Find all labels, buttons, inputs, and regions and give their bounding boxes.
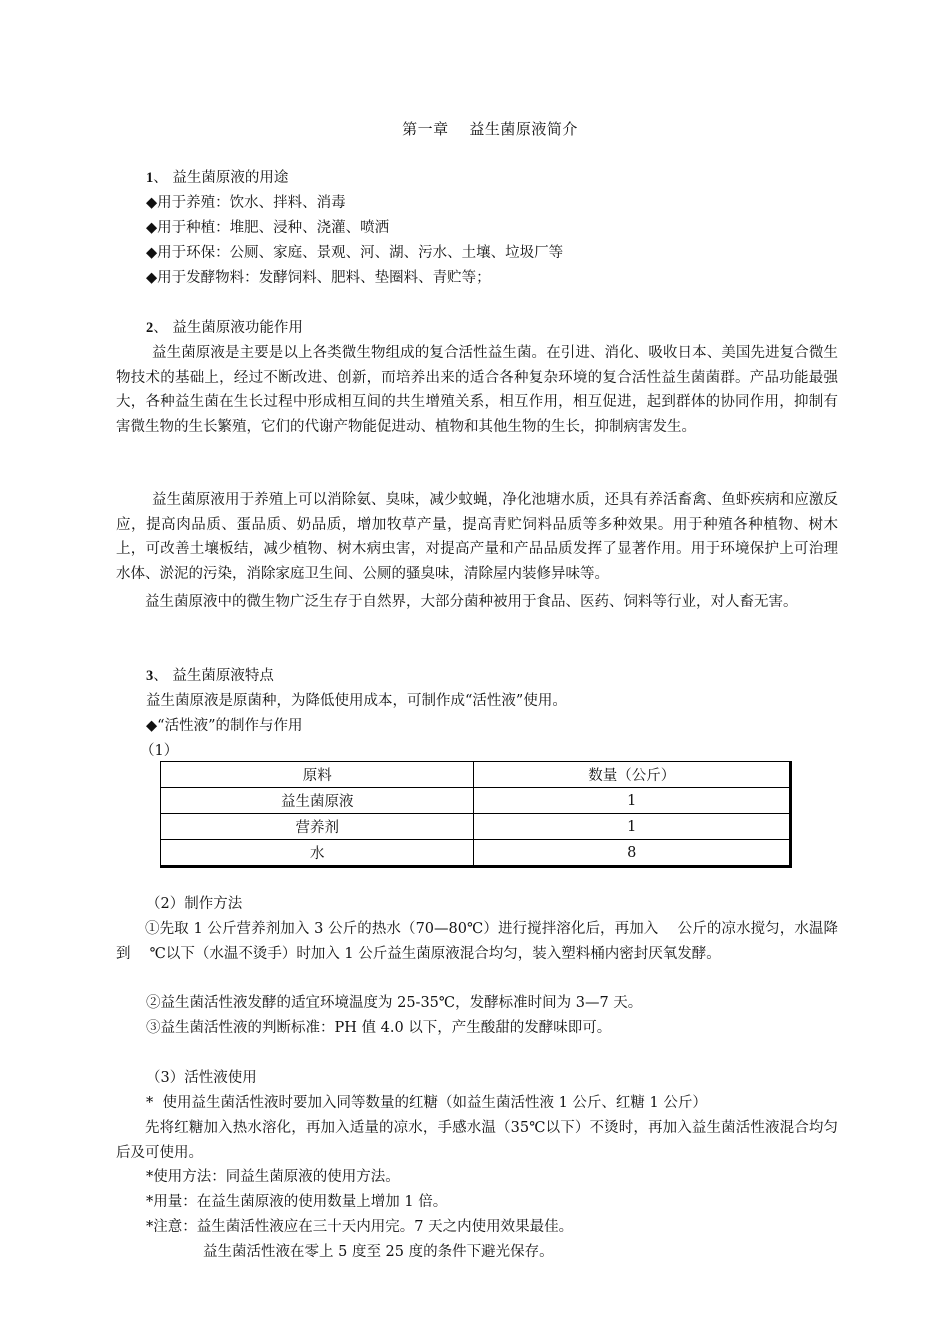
section-1-heading [146,166,288,190]
use-item-breeding: ◆用于养殖：饮水、拌料、消毒 [146,195,346,211]
table-cell-material: 水 [161,840,474,867]
method-step-3: ③益生菌活性液的判断标准：PH 值 4.0 以下，产生酸甜的发酵味即可。 [146,1020,612,1036]
table-header-material: 原料 [161,762,474,788]
section-3-heading [146,664,274,688]
materials-table [160,761,792,868]
features-intro: 益生菌原液是原菌种，为降低使用成本，可制作成“活性液”使用。 [146,693,567,709]
section-1-heading-text: 、 益生菌原液的用途 [153,170,289,186]
table-row [161,788,791,814]
table-cell-quantity: 1 [474,788,791,814]
part-1-label: （1） [140,743,179,759]
table-cell-quantity: 8 [474,840,791,867]
table-header-quantity: 数量（公斤） [474,762,791,788]
table-cell-quantity: 1 [474,814,791,840]
section-1-number: 1 [146,170,154,186]
function-paragraph-2: 益生菌原液用于养殖上可以消除氨、臭味，减少蚊蝇，净化池塘水质，还具有养活畜禽、鱼虾疾病和应激反应，提高肉品质、蛋品质、奶品质，增加牧草产量，提高青贮饲料品质等多种效果。用于种殖各种植物、树木上，可改善土壤板结，减少植物、树木病虫害，对提高产量和产品品质发挥了显著作用。用于环境保护上可治理水体、淤泥的污染，消除家庭卫生间、公厕的骚臭味，清除屋内装修异味等。 [116,492,838,582]
table-row [161,814,791,840]
section-2-heading-text: 、 益生菌原液功能作用 [153,320,303,336]
use-item-fermentation: ◆用于发酵物料：发酵饲料、肥料、垫圈料、青贮等； [146,270,491,286]
section-3-number: 3 [146,668,154,684]
section-3-heading-text: 、 益生菌原液特点 [153,668,274,684]
active-liquid-heading: ◆“活性液”的制作与作用 [146,718,303,734]
section-2-number: 2 [146,320,154,336]
method-step-2: ②益生菌活性液发酵的适宜环境温度为 25-35℃，发酵标准时间为 3—7 天。 [146,995,643,1011]
usage-storage: 益生菌活性液在零上 5 度至 25 度的条件下避光保存。 [203,1244,554,1260]
function-paragraph-1: 益生菌原液是主要是以上各类微生物组成的复合活性益生菌。在引进、消化、吸收日本、美国先进复合微生物技术的基础上，经过不断改进、创新，而培养出来的适合各种复杂环境的复合活性益生菌菌群。产品功能最强大，各种益生菌在生长过程中形成相互间的共生增殖关系，相互作用，相互促进，起到群体的协同作用，抑制有害微生物的生长繁殖，它们的代谢产物能促进动、植物和其他生物的生长，抑制病害发生。 [116,345,838,435]
part-2-label: （2）制作方法 [146,896,243,912]
chapter-title: 第一章 益生菌原液简介 [402,120,578,138]
function-paragraph-3: 益生菌原液中的微生物广泛生存于自然界，大部分菌种被用于食品、医药、饲料等行业，对人畜无害。 [145,594,798,610]
table-row [161,840,791,867]
use-item-environment: ◆用于环保：公厕、家庭、景观、河、湖、污水、土壤、垃圾厂等 [146,245,564,261]
usage-method: *使用方法：同益生菌原液的使用方法。 [146,1169,400,1185]
usage-note: * 使用益生菌活性液时要加入同等数量的红糖（如益生菌活性液 1 公斤、红糖 1 公斤） [146,1095,707,1111]
section-2-heading [146,316,303,340]
part-3-label: （3）活性液使用 [146,1070,257,1086]
use-item-planting: ◆用于种植：堆肥、浸种、浇灌、喷洒 [146,220,390,236]
table-cell-material: 营养剂 [161,814,474,840]
table-header-row [161,762,791,788]
method-step-1: ①先取 1 公斤营养剂加入 3 公斤的热水（70—80℃）进行搅拌溶化后，再加入 公斤的凉水搅匀，水温降到 ℃以下（水温不烫手）时加入 1 公斤益生菌原液混合均匀，装入塑料桶内密封厌氧发酵。 [116,921,838,962]
usage-dosage: *用量：在益生菌原液的使用数量上增加 1 倍。 [146,1194,448,1210]
usage-paragraph: 先将红糖加入热水溶化，再加入适量的凉水，手感水温（35℃以下）不烫时，再加入益生菌活性液混合均匀后及可使用。 [116,1120,838,1161]
table-cell-material: 益生菌原液 [161,788,474,814]
usage-caution: *注意：益生菌活性液应在三十天内用完。7 天之内使用效果最佳。 [146,1219,574,1235]
